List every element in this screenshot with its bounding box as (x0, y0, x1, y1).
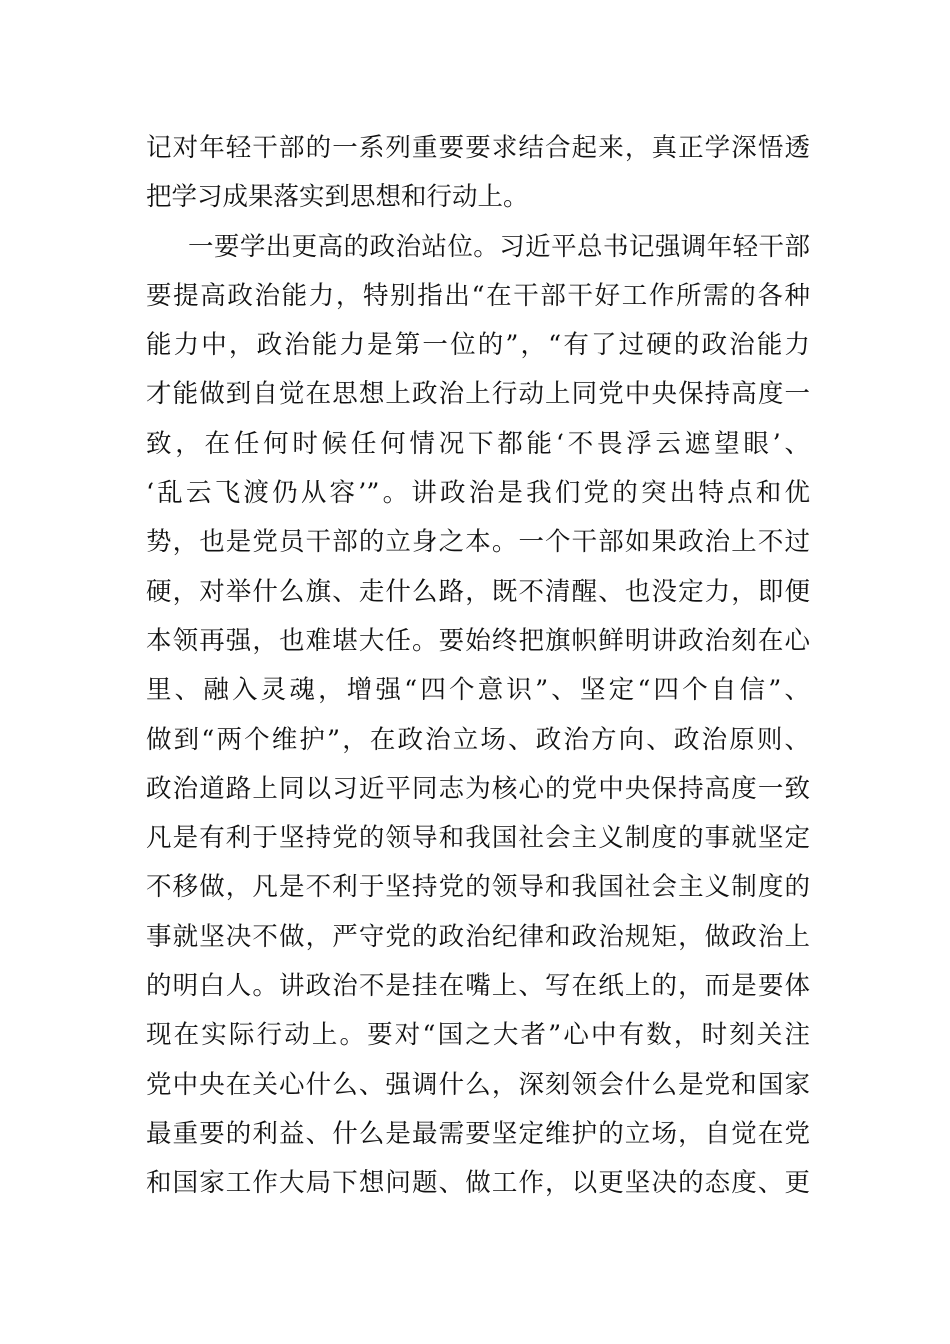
text-line: 致，在任何时候任何情况下都能‘不畏浮云遮望眼’、 (146, 428, 810, 459)
text-line: 事就坚决不做，严守党的政治纪律和政治规矩，做政治上 (146, 921, 810, 952)
text-line: 不移做，凡是不利于坚持党的领导和我国社会主义制度的 (146, 872, 810, 903)
text-line: 硬，对举什么旗、走什么路，既不清醒、也没定力，即便 (146, 576, 810, 607)
text-line: 最重要的利益、什么是最需要坚定维护的立场，自觉在党 (146, 1118, 810, 1149)
text-line: 记对年轻干部的一系列重要要求结合起来，真正学深悟透 (146, 133, 810, 163)
text-line: 里、融入灵魂，增强“四个意识”、坚定“四个自信”、 (146, 675, 810, 706)
text-line: 本领再强，也难堪大任。要始终把旗帜鲜明讲政治刻在心 (146, 625, 810, 656)
text-line: 的明白人。讲政治不是挂在嘴上、写在纸上的，而是要体 (146, 971, 810, 1002)
text-line: ‘乱云飞渡仍从容’”。讲政治是我们党的突出特点和优 (146, 478, 810, 509)
text-line: 做到“两个维护”，在政治立场、政治方向、政治原则、 (146, 724, 810, 755)
paragraph-first-line: 一要学出更高的政治站位。习近平总书记强调年轻干部 (188, 231, 810, 262)
body-text (146, 124, 810, 1209)
text-line: 要提高政治能力，特别指出“在干部干好工作所需的各种 (146, 280, 810, 311)
text-line: 把学习成果落实到思想和行动上。 (146, 182, 529, 213)
text-line: 凡是有利于坚持党的领导和我国社会主义制度的事就坚定 (146, 823, 810, 854)
text-line: 党中央在关心什么、强调什么，深刻领会什么是党和国家 (146, 1069, 810, 1100)
text-line: 现在实际行动上。要对“国之大者”心中有数，时刻关注 (146, 1020, 810, 1051)
text-line: 势，也是党员干部的立身之本。一个干部如果政治上不过 (146, 527, 810, 558)
text-line: 和国家工作大局下想问题、做工作，以更坚决的态度、更 (146, 1168, 810, 1199)
text-line: 能力中，政治能力是第一位的”，“有了过硬的政治能力 (146, 330, 810, 361)
text-line: 政治道路上同以习近平同志为核心的党中央保持高度一致 (146, 773, 810, 804)
text-line: 才能做到自觉在思想上政治上行动上同党中央保持高度一 (146, 379, 810, 410)
